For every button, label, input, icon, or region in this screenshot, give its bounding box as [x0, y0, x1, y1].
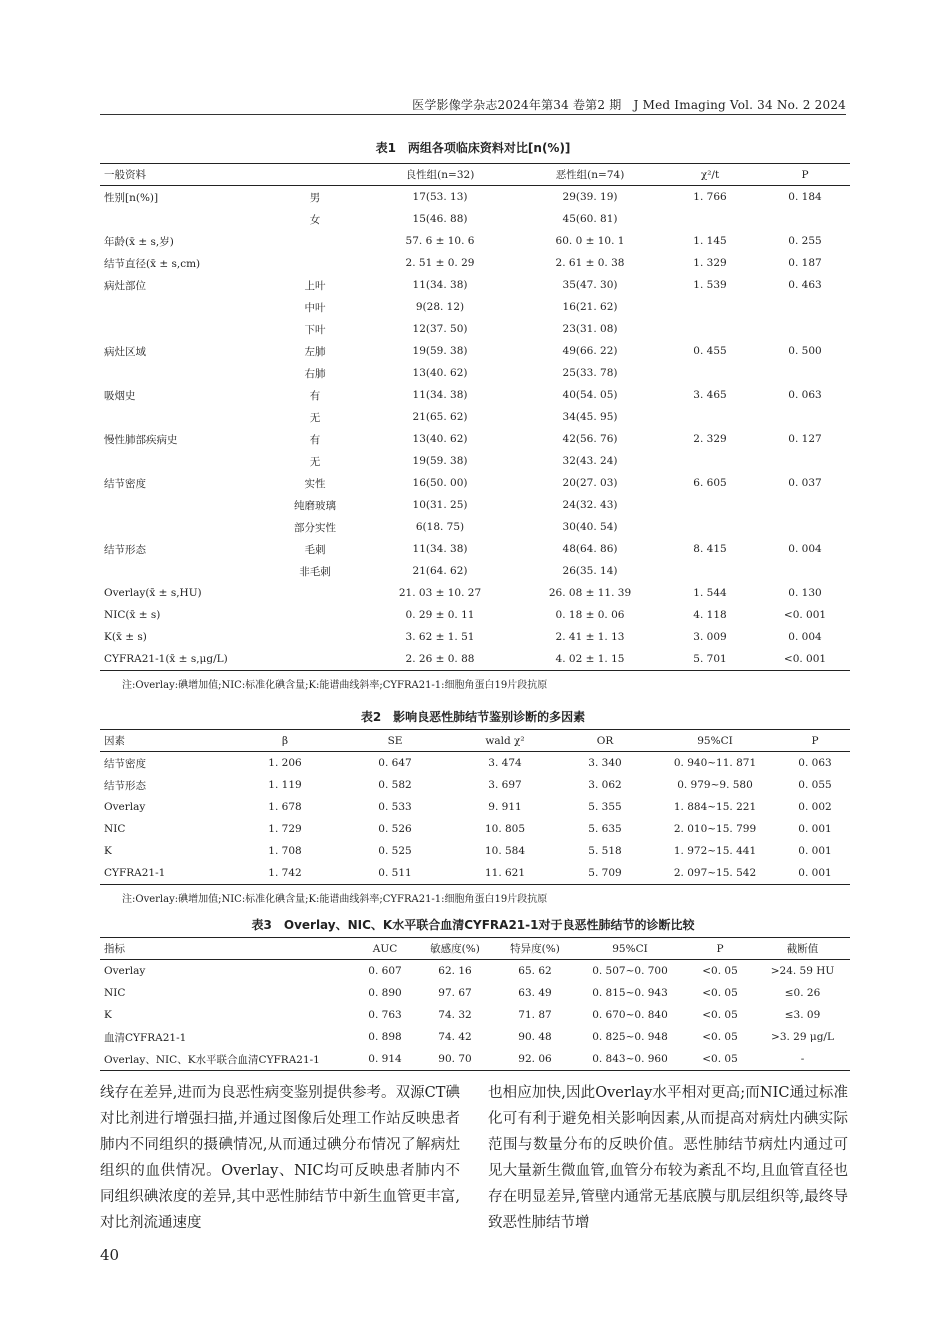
- table-row: [100, 340, 850, 362]
- table2-cell: 9. 911: [488, 801, 522, 813]
- table3-cell: 0. 763: [368, 1009, 402, 1021]
- table2-cell: 5. 709: [560, 862, 650, 885]
- table2-cell: 0. 001: [798, 845, 832, 857]
- table3-cell: 0. 914: [355, 1048, 415, 1071]
- table1-cell: 13(40. 62): [412, 367, 468, 379]
- table1-cell: 3. 62 ± 1. 51: [405, 631, 475, 643]
- table2-caption: 表2 影响良恶性肺结节鉴别诊断的多因素: [360, 710, 586, 724]
- table1-cell: 3. 009: [693, 631, 727, 643]
- table3-cell: 0. 825~0. 948: [592, 1031, 668, 1043]
- table1-cell: 17(53. 13): [412, 191, 468, 203]
- table2-header-row: [100, 730, 850, 752]
- table1-cell: 0. 455: [693, 345, 727, 357]
- table3-header-row: [100, 938, 850, 960]
- table1-cell: 6. 605: [693, 477, 727, 489]
- table1-cell: [660, 406, 760, 428]
- journal-header: 医学影像学杂志2024年第34 卷第2 期 J Med Imaging Vol. 34 No. 2 2024: [412, 98, 846, 112]
- table3-header-cell: P: [685, 938, 755, 960]
- table3-cell: NIC: [104, 987, 126, 999]
- table2-cell: 0. 002: [798, 801, 832, 813]
- table3-header-cell: 95%CI: [575, 938, 685, 960]
- table1-cell: 11(34. 38): [412, 279, 468, 291]
- table1-cell: [100, 516, 270, 538]
- table-row: [100, 450, 850, 472]
- table2-cell: 10. 805: [484, 823, 526, 835]
- table2-cell: 0. 940~11. 871: [673, 757, 757, 769]
- table1-cell: [660, 516, 760, 538]
- table2-cell: 1. 729: [268, 823, 302, 835]
- table-row: [100, 406, 850, 428]
- table2-cell: 3. 474: [488, 757, 522, 769]
- table2-cell: 0. 582: [378, 779, 412, 791]
- table1-cell: 42(56. 76): [562, 433, 618, 445]
- table1-note: 注:Overlay:碘增加值;NIC:标准化碘含量;K:能谱曲线斜率;CYFRA21-1:细胞角蛋白19片段抗原: [122, 680, 548, 691]
- table-row: [100, 818, 850, 840]
- table-row: [100, 752, 850, 775]
- table-row: [100, 230, 850, 252]
- table-row: [100, 982, 850, 1004]
- table3-cell: <0. 05: [702, 1031, 738, 1043]
- table1-cell: 10(31. 25): [412, 499, 468, 511]
- table1-cell: 病灶区域: [104, 345, 146, 358]
- table3-header-cell: AUC: [355, 938, 415, 960]
- table2-cell: 结节形态: [104, 779, 146, 792]
- table1-cell: 慢性肺部疾病史: [104, 433, 178, 446]
- table1-cell: [100, 296, 270, 318]
- table1-cell: 0. 004: [788, 631, 822, 643]
- table-row: [100, 362, 850, 384]
- table1-cell: 0. 004: [788, 543, 822, 555]
- table1-cell: 9(28. 12): [415, 301, 465, 313]
- table1-cell: 中叶: [304, 301, 326, 314]
- table1-cell: 下叶: [304, 323, 326, 336]
- table3-cell: 74. 32: [438, 1009, 472, 1021]
- table1-cell: 21(65. 62): [412, 411, 468, 423]
- table3-cell: 97. 67: [438, 987, 472, 999]
- table1-cell: 女: [309, 213, 321, 226]
- table2-cell: 3. 697: [488, 779, 522, 791]
- table1-cell: 19(59. 38): [412, 345, 468, 357]
- table3-cell: ≤3. 09: [784, 1009, 821, 1021]
- table3-cell: <0. 05: [702, 1009, 738, 1021]
- table1-cell: 19(59. 38): [412, 455, 468, 467]
- table3-cell: 74. 42: [438, 1031, 472, 1043]
- table2-cell: K: [104, 845, 112, 857]
- table1-cell: [100, 494, 270, 516]
- table1-cell: 4. 118: [693, 609, 727, 621]
- table1-cell: [100, 560, 270, 582]
- table3-cell: <0. 05: [685, 1048, 755, 1071]
- table1-cell: 性别[n(%)]: [104, 191, 159, 204]
- table1-cell: 15(46. 88): [412, 213, 468, 225]
- table1-header-cell: 良性组(n=32): [360, 164, 520, 186]
- table3-cell: 71. 87: [518, 1009, 552, 1021]
- table1-cell: [270, 626, 360, 648]
- table2-cell: CYFRA21-1: [100, 862, 230, 885]
- table3-cell: 0. 507~0. 700: [592, 965, 668, 977]
- table1-cell: 34(45. 95): [562, 411, 618, 423]
- table1-cell: 病灶部位: [104, 279, 146, 292]
- table2-cell: 1. 678: [268, 801, 302, 813]
- table1-cell: 0. 037: [788, 477, 822, 489]
- table-row: [100, 1026, 850, 1048]
- table1-cell: 0. 127: [788, 433, 822, 445]
- table3-cell: <0. 05: [702, 965, 738, 977]
- table1-cell: 24(32. 43): [562, 499, 618, 511]
- table1-cell: 0. 29 ± 0. 11: [405, 609, 475, 621]
- table2-cell: 结节密度: [104, 757, 146, 770]
- body-right-column: 也相应加快,因此Overlay水平相对更高;而NIC通过标准化可有利于避免相关影响因素,从而提高对病灶内碘实际范围与数量分布的反映价值。恶性肺结节病灶内通过可见大量新生微血管,血管分布较为紊乱不均,且血管直径也存在明显差异,管壁内通常无基底膜与肌层组织等,最终导致恶性肺结节增: [488, 1085, 848, 1231]
- table-row: [100, 318, 850, 340]
- table-row: [100, 774, 850, 796]
- table1-cell: [270, 252, 360, 274]
- table1-cell: 毛刺: [304, 543, 326, 556]
- table2-cell: 0. 001: [798, 823, 832, 835]
- table1-header-cell: 恶性组(n=74): [520, 164, 660, 186]
- table2-cell: 1. 742: [230, 862, 340, 885]
- table2-header-cell: OR: [560, 730, 650, 752]
- table1-cell: [660, 208, 760, 230]
- table3-cell: 0. 898: [368, 1031, 402, 1043]
- table1-cell: 23(31. 08): [562, 323, 618, 335]
- table1-cell: 1. 145: [693, 235, 727, 247]
- table3-cell: 63. 49: [518, 987, 552, 999]
- table3-cell: >24. 59 HU: [770, 965, 835, 977]
- table3-cell: 血清CYFRA21-1: [104, 1031, 187, 1044]
- table1-cell: 部分实性: [294, 521, 336, 534]
- table1-cell: [270, 582, 360, 604]
- table1-cell: 6(18. 75): [415, 521, 465, 533]
- page-number: 40: [100, 1246, 120, 1264]
- table1-cell: [270, 604, 360, 626]
- table1-cell: 30(40. 54): [562, 521, 618, 533]
- table1-cell: 13(40. 62): [412, 433, 468, 445]
- table3-cell: -: [755, 1048, 850, 1071]
- table3-cell: K: [104, 1009, 112, 1021]
- table1-cell: [760, 318, 850, 340]
- table2-cell: 0. 511: [340, 862, 450, 885]
- table2-cell: 3. 340: [588, 757, 622, 769]
- table2-cell: 2. 010~15. 799: [673, 823, 757, 835]
- table2-cell: 0. 647: [378, 757, 412, 769]
- table2-header-cell: SE: [340, 730, 450, 752]
- table1-cell: 12(37. 50): [412, 323, 468, 335]
- table1-cell: 40(54. 05): [562, 389, 618, 401]
- table1-cell: [660, 296, 760, 318]
- table3-caption: 表3 Overlay、NIC、K水平联合血清CYFRA21-1对于良恶性肺结节的诊断比较: [251, 918, 695, 932]
- table1-cell: [100, 450, 270, 472]
- table1-cell: 60. 0 ± 10. 1: [555, 235, 625, 247]
- table1-cell: 25(33. 78): [562, 367, 618, 379]
- table1-cell: 2. 51 ± 0. 29: [405, 257, 475, 269]
- table1-cell: 0. 500: [788, 345, 822, 357]
- table-row: [100, 1048, 850, 1071]
- table1-cell: [760, 296, 850, 318]
- table1-cell: 实性: [304, 477, 326, 490]
- table1-cell: 29(39. 19): [562, 191, 618, 203]
- table-row: [100, 1004, 850, 1026]
- table1-cell: [100, 362, 270, 384]
- table-row: [100, 862, 850, 885]
- table2-cell: 1. 972~15. 441: [673, 845, 757, 857]
- table1-cell: 年龄(x̄ ± s,岁): [104, 235, 174, 248]
- body-left-column: 线存在差异,进而为良恶性病变鉴别提供参考。双源CT碘对比剂进行增强扫描,并通过图像后处理工作站反映患者肺内不同组织的摄碘情况,从而通过碘分布情况了解病灶组织的血供情况。Overlay、NIC均可反映患者肺内不同组织碘浓度的差异,其中恶性肺结节中新生血管更丰富,对比剂流通速度: [100, 1085, 460, 1231]
- table2-cell: 1. 119: [268, 779, 302, 791]
- table2-cell: 5. 635: [588, 823, 622, 835]
- table2-cell: 0. 001: [780, 862, 850, 885]
- table1-cell: 1. 766: [693, 191, 727, 203]
- table1-cell: [100, 406, 270, 428]
- table1-cell: 26(35. 14): [562, 565, 618, 577]
- table1-cell: [100, 208, 270, 230]
- table3-cell: 0. 843~0. 960: [575, 1048, 685, 1071]
- table1-cell: 无: [309, 455, 321, 468]
- table1-cell: 5. 701: [660, 648, 760, 671]
- table1-cell: 35(47. 30): [562, 279, 618, 291]
- table1-cell: K(x̄ ± s): [104, 631, 147, 643]
- table2-cell: 5. 518: [588, 845, 622, 857]
- table1-cell: 纯磨玻璃: [294, 499, 336, 512]
- table1-cell: 2. 61 ± 0. 38: [555, 257, 625, 269]
- table1-cell: 0. 18 ± 0. 06: [555, 609, 625, 621]
- table1-cell: NIC(x̄ ± s): [104, 609, 161, 621]
- table3-cell: 0. 815~0. 943: [592, 987, 668, 999]
- table2-cell: 5. 355: [588, 801, 622, 813]
- table2-note: 注:Overlay:碘增加值;NIC:标准化碘含量;K:能谱曲线斜率;CYFRA21-1:细胞角蛋白19片段抗原: [122, 894, 548, 905]
- table1-header-cell: χ²/t: [660, 164, 760, 186]
- table2-body: [100, 752, 850, 885]
- table1-cell: [660, 560, 760, 582]
- table2-cell: 2. 097~15. 542: [650, 862, 780, 885]
- table1-header-row: [100, 164, 850, 186]
- table1-cell: 结节直径(x̄ ± s,cm): [104, 257, 201, 270]
- table-row: [100, 208, 850, 230]
- table1-cell: 49(66. 22): [562, 345, 618, 357]
- table1-cell: [270, 648, 360, 671]
- table-row: [100, 604, 850, 626]
- table1-cell: 结节密度: [104, 477, 146, 490]
- table2-header-cell: P: [780, 730, 850, 752]
- table-row: [100, 648, 850, 671]
- table1-cell: 16(21. 62): [562, 301, 618, 313]
- table3-cell: Overlay: [104, 965, 146, 977]
- table-row: [100, 472, 850, 494]
- table1-cell: 右肺: [304, 367, 326, 380]
- table1-cell: 16(50. 00): [412, 477, 468, 489]
- table1-cell: [760, 560, 850, 582]
- table1-cell: 0. 255: [788, 235, 822, 247]
- table1-caption: 表1 两组各项临床资料对比[n(%)]: [375, 141, 571, 155]
- table1-cell: 11(34. 38): [412, 389, 468, 401]
- table1-cell: [760, 494, 850, 516]
- table1-cell: [660, 318, 760, 340]
- table3-header-cell: 截断值: [755, 938, 850, 960]
- table1-cell: 48(64. 86): [562, 543, 618, 555]
- table1-cell: <0. 001: [760, 648, 850, 671]
- table1-cell: [760, 208, 850, 230]
- table-row: [100, 516, 850, 538]
- table1-cell: [660, 362, 760, 384]
- table3-cell: 62. 16: [438, 965, 472, 977]
- table-row: [100, 384, 850, 406]
- table1-cell: 1. 544: [693, 587, 727, 599]
- table1-cell: 0. 187: [788, 257, 822, 269]
- table2-cell: 3. 062: [588, 779, 622, 791]
- table2-header-cell: wald χ²: [450, 730, 560, 752]
- table3-cell: >3. 29 μg/L: [771, 1031, 834, 1043]
- table1-body: [100, 186, 850, 671]
- table1-cell: 2. 41 ± 1. 13: [555, 631, 625, 643]
- table1-cell: 有: [309, 433, 321, 446]
- table1-cell: [760, 450, 850, 472]
- table-row: [100, 428, 850, 450]
- table-row: [100, 494, 850, 516]
- table3-header-cell: 敏感度(%): [415, 938, 495, 960]
- table3-body: [100, 960, 850, 1071]
- table1-cell: [660, 494, 760, 516]
- table2-cell: 0. 063: [798, 757, 832, 769]
- table1-cell: 左肺: [304, 345, 326, 358]
- table1-cell: 8. 415: [693, 543, 727, 555]
- table1-cell: 吸烟史: [104, 389, 136, 402]
- table3-cell: 0. 670~0. 840: [592, 1009, 668, 1021]
- table1-cell: Overlay(x̄ ± s,HU): [104, 587, 202, 599]
- table1-cell: 1. 329: [693, 257, 727, 269]
- table-row: [100, 626, 850, 648]
- table1-cell: 2. 26 ± 0. 88: [360, 648, 520, 671]
- table1-cell: 非毛刺: [299, 565, 331, 578]
- table3-cell: ≤0. 26: [784, 987, 821, 999]
- table2-cell: 0. 979~9. 580: [677, 779, 753, 791]
- table3-cell: <0. 05: [702, 987, 738, 999]
- header-rule: [100, 114, 846, 115]
- table1-cell: 男: [309, 191, 321, 204]
- table1-cell: [270, 230, 360, 252]
- table2-cell: 1. 884~15. 221: [673, 801, 757, 813]
- table1-cell: 上叶: [304, 279, 326, 292]
- table3-cell: 90. 70: [415, 1048, 495, 1071]
- table3-header-cell: 指标: [100, 938, 355, 960]
- table1-cell: [760, 406, 850, 428]
- table3-cell: 92. 06: [495, 1048, 575, 1071]
- table-row: [100, 960, 850, 983]
- table1-cell: 21. 03 ± 10. 27: [398, 587, 482, 599]
- table2-cell: 0. 055: [798, 779, 832, 791]
- table-row: [100, 840, 850, 862]
- table1-cell: 32(43. 24): [562, 455, 618, 467]
- table-row: [100, 186, 850, 209]
- table3-cell: 0. 607: [368, 965, 402, 977]
- table1-cell: 0. 184: [788, 191, 822, 203]
- table2-cell: 0. 525: [378, 845, 412, 857]
- table1-header-cell: [270, 164, 360, 186]
- table1-header-cell: P: [760, 164, 850, 186]
- table3-header-cell: 特异度(%): [495, 938, 575, 960]
- table-row: [100, 296, 850, 318]
- table2: [100, 729, 850, 885]
- table3-cell: 0. 890: [368, 987, 402, 999]
- table2-cell: 0. 526: [378, 823, 412, 835]
- table1-cell: 无: [309, 411, 321, 424]
- table2-cell: 10. 584: [484, 845, 526, 857]
- table2-header-cell: 因素: [100, 730, 230, 752]
- table1-cell: 26. 08 ± 11. 39: [548, 587, 632, 599]
- table1-cell: 0. 130: [788, 587, 822, 599]
- table2-cell: 1. 206: [268, 757, 302, 769]
- table1-cell: 0. 463: [788, 279, 822, 291]
- table3: [100, 937, 850, 1071]
- table1-cell: [660, 450, 760, 472]
- table-row: [100, 538, 850, 560]
- table-row: [100, 582, 850, 604]
- table-row: [100, 796, 850, 818]
- table2-cell: 11. 621: [450, 862, 560, 885]
- table1-cell: 21(64. 62): [412, 565, 468, 577]
- table1-header-cell: 一般资料: [100, 164, 270, 186]
- table3-cell: Overlay、NIC、K水平联合血清CYFRA21-1: [100, 1048, 355, 1071]
- table3-cell: 65. 62: [518, 965, 552, 977]
- table1-cell: 2. 329: [693, 433, 727, 445]
- table1-cell: 20(27. 03): [562, 477, 618, 489]
- table1-cell: [760, 362, 850, 384]
- table1-cell: [100, 318, 270, 340]
- table2-header-cell: β: [230, 730, 340, 752]
- table1-cell: 57. 6 ± 10. 6: [405, 235, 475, 247]
- table-row: [100, 560, 850, 582]
- table3-cell: 90. 48: [518, 1031, 552, 1043]
- table2-cell: Overlay: [104, 801, 146, 813]
- table1-cell: 3. 465: [693, 389, 727, 401]
- table2-cell: 0. 533: [378, 801, 412, 813]
- table1-cell: [760, 516, 850, 538]
- table1-cell: CYFRA21-1(x̄ ± s,μg/L): [100, 648, 270, 671]
- table2-cell: 1. 708: [268, 845, 302, 857]
- table1-cell: 11(34. 38): [412, 543, 468, 555]
- table1-cell: 45(60. 81): [562, 213, 618, 225]
- table2-header-cell: 95%CI: [650, 730, 780, 752]
- table1: [100, 163, 850, 671]
- table1-cell: <0. 001: [783, 609, 827, 621]
- table1-cell: 0. 063: [788, 389, 822, 401]
- table-row: [100, 274, 850, 296]
- table1-cell: 结节形态: [104, 543, 146, 556]
- table1-cell: 有: [309, 389, 321, 402]
- table-row: [100, 252, 850, 274]
- table1-cell: 1. 539: [693, 279, 727, 291]
- table1-cell: 4. 02 ± 1. 15: [520, 648, 660, 671]
- table2-cell: NIC: [104, 823, 126, 835]
